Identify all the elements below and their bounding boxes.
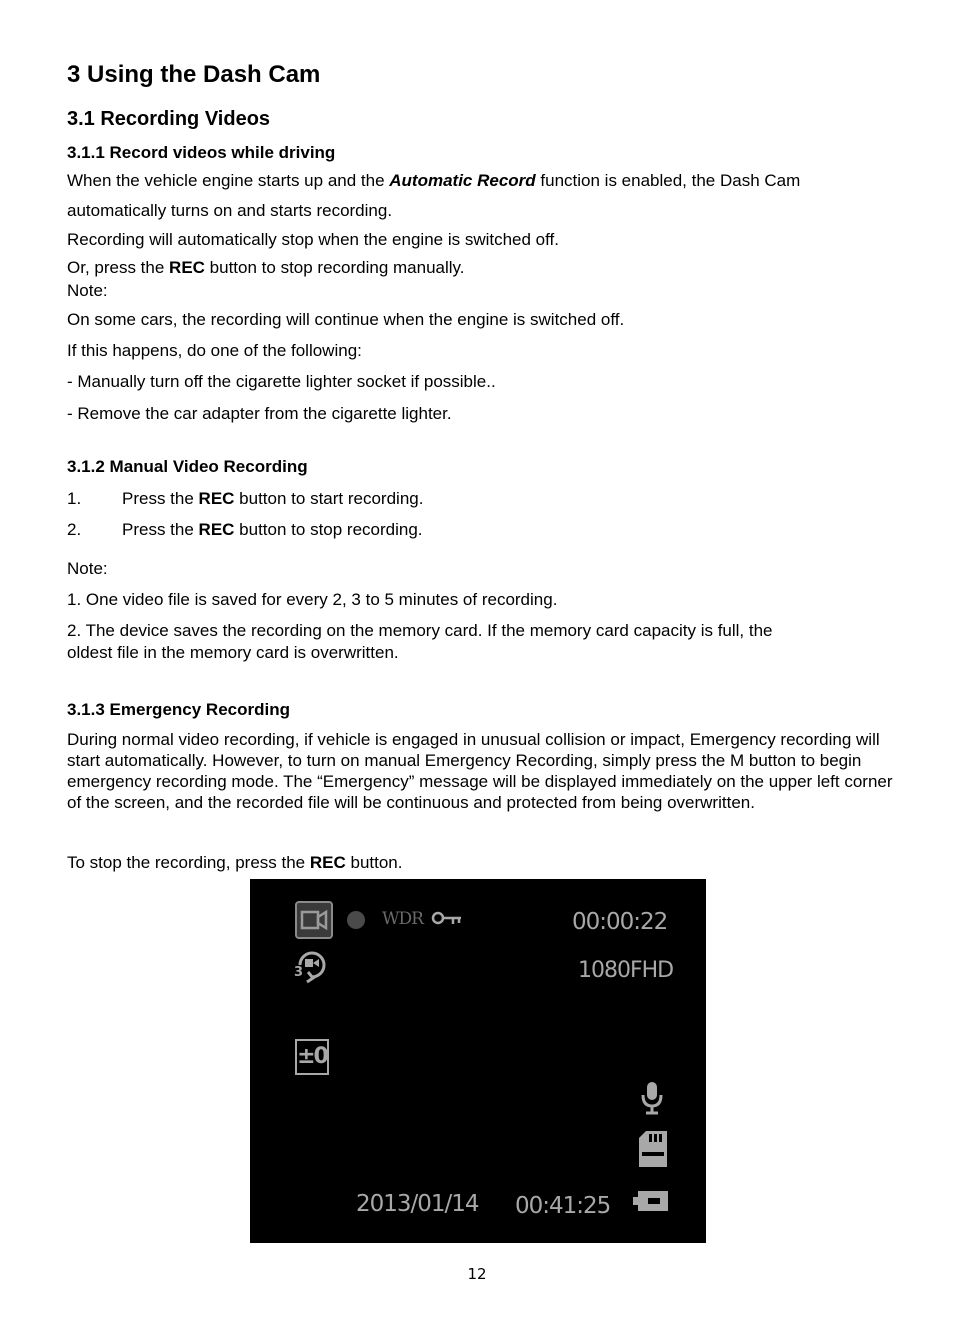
recording-time: 00:00:22	[572, 909, 668, 935]
step-number: 1.	[67, 489, 82, 508]
note-label: Note:	[67, 559, 108, 578]
heading-3-1-1: 3.1.1 Record videos while driving	[67, 143, 336, 162]
text: To stop the recording, press the	[67, 853, 310, 872]
exposure-value: ±0	[295, 1039, 329, 1075]
paragraph-line	[67, 852, 402, 873]
text: button.	[345, 853, 403, 872]
key-lock-icon	[431, 910, 463, 926]
note-line: 2. The device saves the recording on the memory card. If the memory card capacity is full, the	[67, 621, 773, 640]
rec-label: REC	[169, 258, 205, 277]
note-line: 1. One video file is saved for every 2, 3 to 5 minutes of recording.	[67, 590, 558, 609]
step-number: 2.	[67, 520, 82, 539]
heading-3-1-3: 3.1.3 Emergency Recording	[67, 700, 290, 719]
rec-label: REC	[198, 520, 235, 539]
loop-interval: 3	[294, 965, 304, 980]
text: Or, press the	[67, 258, 170, 277]
note-label: Note:	[67, 281, 108, 300]
paragraph-line	[67, 257, 465, 278]
text: When the vehicle engine starts up and the	[67, 171, 390, 190]
date-display: 2013/01/14	[356, 1191, 479, 1217]
text: button to start recording.	[234, 489, 424, 508]
text: function is enabled, the Dash Cam	[535, 171, 801, 190]
note-line: - Manually turn off the cigarette lighter socket if possible..	[67, 372, 496, 391]
heading-3-1-2: 3.1.2 Manual Video Recording	[67, 457, 308, 476]
automatic-record-emphasis: Automatic Record	[389, 171, 536, 190]
rec-label: REC	[309, 853, 346, 872]
section-heading: 3 Using the Dash Cam	[67, 61, 321, 88]
video-mode-icon	[295, 901, 333, 939]
subsection-heading: 3.1 Recording Videos	[67, 108, 271, 130]
sd-card-icon	[638, 1130, 668, 1168]
page-number: 12	[467, 1265, 487, 1283]
note-line: - Remove the car adapter from the cigarette lighter.	[67, 404, 452, 423]
resolution-label: 1080FHD	[578, 958, 674, 983]
emergency-paragraph: During normal video recording, if vehicle is engaged in unusual collision or impact, Emergency recording will start automatically. However, to turn on manual Emergency Recording, simply press the M button to begin emergency recording mode. The “Emergency” message will be displayed immediately on the upper left corner of the screen, and the recorded file will be continuous and protected from being overwritten.	[67, 730, 893, 812]
note-line: oldest file in the memory card is overwritten.	[67, 643, 399, 662]
paragraph-line: automatically turns on and starts recording.	[67, 201, 393, 220]
text: Press the	[122, 520, 199, 539]
note-line: On some cars, the recording will continue when the engine is switched off.	[67, 310, 625, 329]
battery-plug-icon	[632, 1189, 670, 1213]
note-line: If this happens, do one of the following:	[67, 341, 362, 360]
paragraph-line: Recording will automatically stop when the engine is switched off.	[67, 230, 560, 249]
microphone-icon	[640, 1081, 664, 1115]
clock-display: 00:41:25	[515, 1193, 611, 1219]
wdr-indicator: WDR	[382, 909, 423, 929]
dashcam-screen	[250, 879, 706, 1243]
record-dot-icon	[346, 910, 366, 930]
paragraph-line	[67, 170, 800, 191]
step-item	[67, 488, 423, 509]
text: Press the	[122, 489, 199, 508]
text: button to stop recording manually.	[204, 258, 465, 277]
text: button to stop recording.	[234, 520, 423, 539]
step-item	[67, 519, 423, 540]
rec-label: REC	[198, 489, 235, 508]
